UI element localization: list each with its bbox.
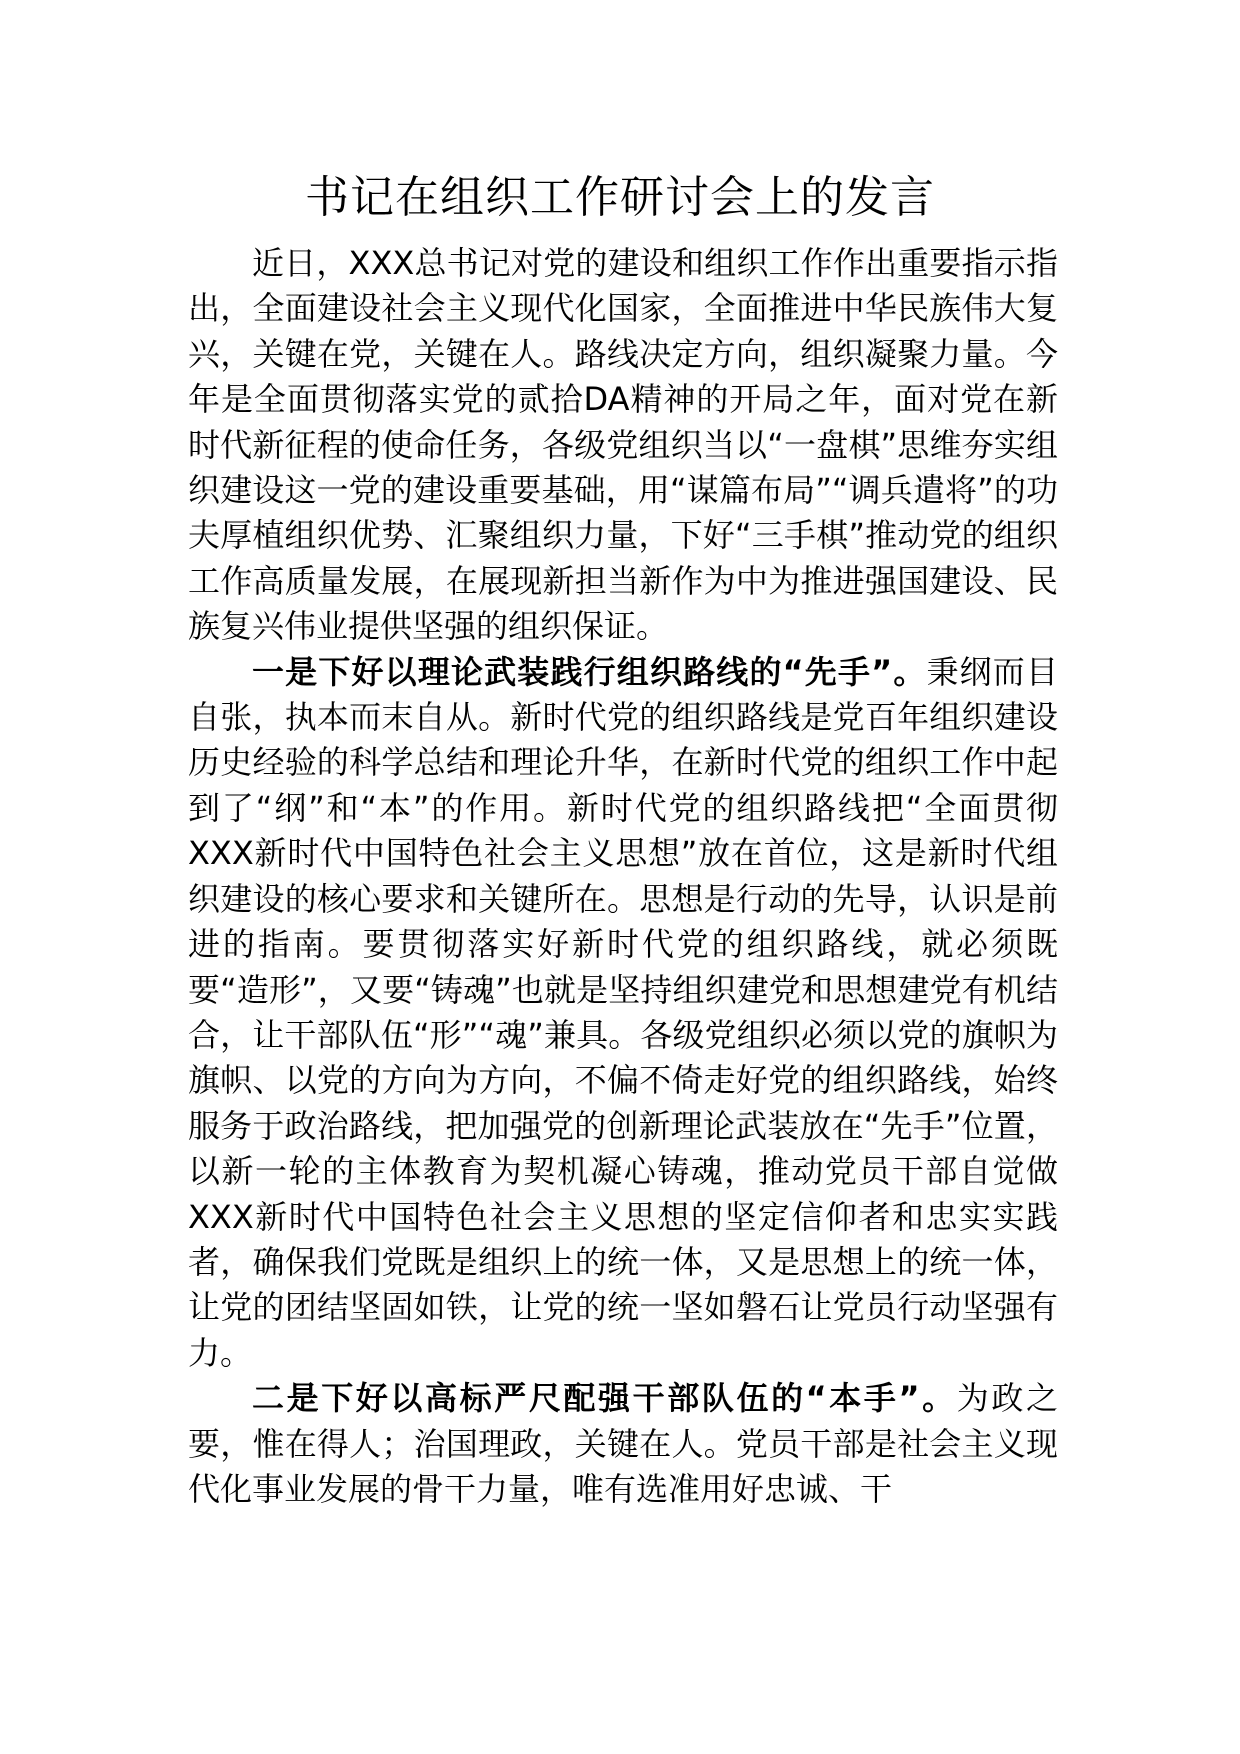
paragraph-text: 秉纲而目自张，执本而末自从。新时代党的组织路线是党百年组织建设历史经验的科学总结和理论升华，在新时代党的组织工作中起到了“纲”和“本”的作用。新时代党的组织路线把“全面贯彻XXX新时代中国特色社会主义思想”放在首位，这是新时代组织建设的核心要求和关键所在。思想是行动的先导，认识是前进的指南。要贯彻落实好新时代党的组织路线，就必须既要“造形”，又要“铸魂”也就是坚持组织建党和思想建党有机结合，让干部队伍“形”“魂”兼具。各级党组织必须以党的旗帜为旗帜、以党的方向为方向，不偏不倚走好党的组织路线，始终服务于政治路线，把加强党的创新理论武装放在“先手”位置，以新一轮的主体教育为契机凝心铸魂，推动党员干部自觉做XXX新时代中国特色社会主义思想的坚定信仰者和忠实实践者，确保我们党既是组织上的统一体，又是思想上的统一体，让党的团结坚固如铁，让党的统一坚如磐石让党员行动坚强有力。 xyxy=(188,652,1058,1372)
document-title: 书记在组织工作研讨会上的发言 xyxy=(305,172,935,223)
paragraph-text: 近日，XXX总书记对党的建设和组织工作作出重要指示指出，全面建设社会主义现代化国家，全面推进中华民族伟大复兴，关键在党，关键在人。路线决定方向，组织凝聚力量。今年是全面贯彻落实党的贰拾DA精神的开局之年，面对党在新时代新征程的使命任务，各级党组织当以“一盘棋”思维夯实组织建设这一党的建设重要基础，用“谋篇布局”“调兵遣将”的功夫厚植组织优势、汇聚组织力量，下好“三手棋”推动党的组织工作高质量发展，在展现新担当新作为中为推进强国建设、民族复兴伟业提供坚强的组织保证。 xyxy=(188,244,1058,646)
paragraph-text: 为政之要，惟在得人；治国理政，关键在人。党员干部是社会主义现代化事业发展的骨干力量，唯有选准用好忠诚、干 xyxy=(188,1379,1058,1508)
paragraph-point-two xyxy=(188,1376,1058,1512)
paragraph-point-one xyxy=(188,650,1058,1377)
paragraph-lead: 一是下好以理论武装践行组织路线的“先手”。 xyxy=(252,652,927,691)
paragraph-lead: 二是下好以高标严尺配强干部队伍的“本手”。 xyxy=(252,1379,957,1418)
document-body xyxy=(188,241,1058,1512)
paragraph-intro xyxy=(188,241,1058,650)
